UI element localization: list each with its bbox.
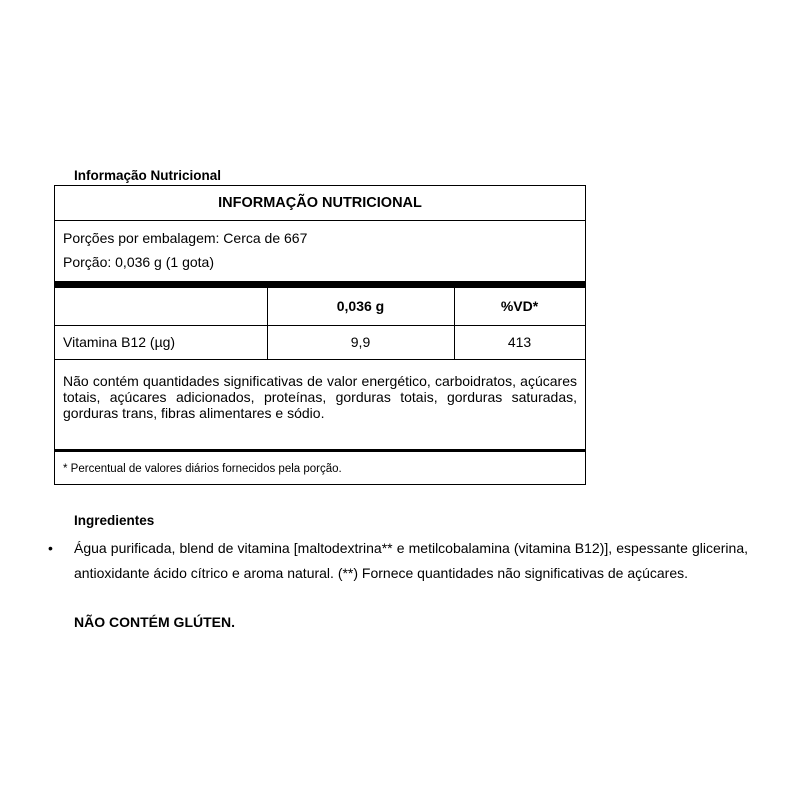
nutrient-amount: 9,9 (350, 334, 371, 350)
serving-info (55, 221, 585, 270)
nutrient-dv: 413 (507, 334, 532, 350)
nutrition-facts-table (54, 185, 586, 485)
insignificant-amounts-notice: Não contém quantidades significativas de valor energético, carboidratos, açúcares totais, açúcares adicionados, proteínas, gorduras totais, gorduras saturadas, gorduras trans, fibras alimentares e sódio. (63, 373, 577, 421)
ingredients-heading: Ingredientes (74, 513, 155, 528)
column-divider (454, 288, 455, 359)
serving-size: Porção: 0,036 g (1 gota) (63, 254, 214, 270)
table-title: INFORMAÇÃO NUTRICIONAL (55, 186, 585, 221)
daily-value-footnote: * Percentual de valores diários fornecidos pela porção. (63, 463, 342, 475)
gluten-free-notice: NÃO CONTÉM GLÚTEN. (74, 614, 235, 630)
row-divider (55, 359, 585, 360)
servings-per-package: Porções por embalagem: Cerca de 667 (63, 230, 308, 246)
thick-divider (55, 449, 585, 452)
nutrition-section-heading: Informação Nutricional (74, 168, 222, 183)
column-divider (267, 288, 268, 359)
thick-divider (55, 281, 585, 288)
ingredients-text: Água purificada, blend de vitamina [maltodextrina** e metilcobalamina (vitamina B12)], espessante glicerina, antioxidante ácido cítrico e aroma natural. (**) Fornece quantidades não significativas de açúcares. (74, 540, 748, 581)
header-cell-blank (55, 288, 267, 325)
header-cell-amount: 0,036 g (336, 298, 385, 314)
nutrient-name: Vitamina B12 (µg) (63, 334, 176, 350)
bullet-icon: • (48, 540, 53, 556)
header-cell-dv: %VD* (500, 298, 539, 314)
